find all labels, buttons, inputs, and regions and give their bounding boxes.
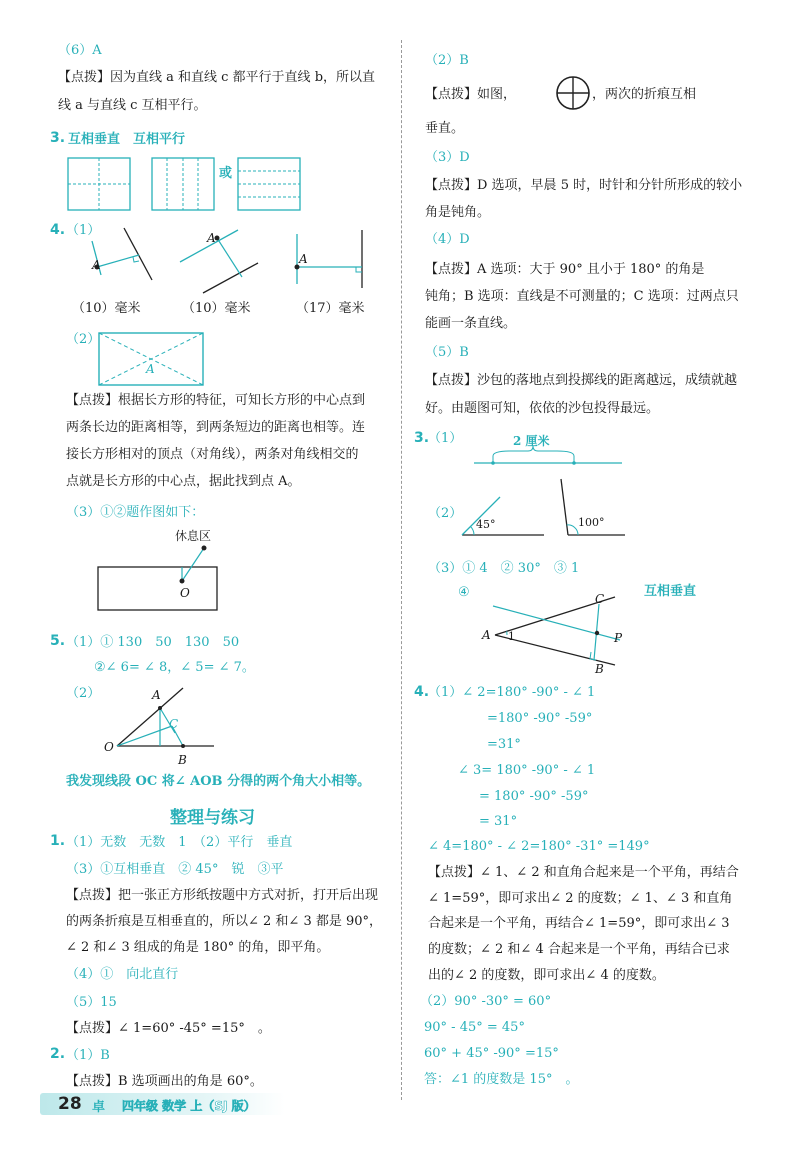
eq-line-7: ∠ 4=180° - ∠ 2=180° -31° =149° (428, 839, 650, 854)
tip-angles-line1: 【点拨】∠ 1、∠ 2 和直角合起来是一个平角，再结合 (428, 865, 739, 880)
right-question-number-3: 3. (414, 430, 430, 446)
final-line-1: （2）90° -30° = 60° (420, 994, 552, 1009)
final-line-2: 90° - 45° = 45° (424, 1020, 525, 1035)
page-number: 28 (58, 1094, 82, 1114)
tip-rectangle-line4: 点就是长方形的中心点，据此找到点 A。 (66, 474, 301, 489)
label-angle-1: 1 (508, 630, 515, 643)
right-question-number-4: 4. (414, 684, 430, 700)
tip-fold-line2: 的两条折痕是互相垂直的，所以∠ 2 和∠ 3 都是 90°， (66, 914, 383, 929)
answer-5-1b: ②∠ 6= ∠ 8，∠ 5= ∠ 7。 (94, 660, 255, 675)
practice-1-a: （1）无数 无数 1 （2）平行 垂直 (66, 835, 293, 850)
footer-text: 四年级 数学 上（SJ 版） (122, 1099, 256, 1113)
final-line-3: 60° + 45° -90° =15° (424, 1046, 559, 1061)
answer-r-3: （3）D (425, 150, 470, 165)
answer-r-4: （4）D (425, 232, 470, 247)
tip-angles-line3: 合起来是一个平角，再结合∠ 1=59°，即可求出∠ 3 (428, 916, 730, 931)
q4-part3-label: （3）①②题作图如下： (66, 505, 205, 520)
question-number-3: 3. (50, 130, 66, 146)
eq-line-2: =180° -90° -59° (487, 711, 593, 726)
brand-logo: 卓 (92, 1100, 106, 1115)
answer-5-1: （1）① 130 50 130 50 (66, 635, 240, 650)
practice-1-c: （4）① 向北直行 (66, 967, 179, 982)
label-point-c-right: C (595, 592, 605, 606)
tip-rectangle-line1: 【点拨】根据长方形的特征，可知长方形的中心点到 (66, 393, 366, 408)
q5-finding: 我发现线段 OC 将∠ AOB 分得的两个角大小相等。 (66, 774, 371, 789)
practice-2-a: （1）B (66, 1048, 110, 1063)
tip-options-line1: 【点拨】A 选项：大于 90° 且小于 180° 的角是 (425, 262, 705, 277)
tip-rectangle-line2: 两条长边的距离相等，到两条短边的距离也相等。连 (66, 420, 366, 435)
r3-part3-4-label: ④ (458, 585, 470, 600)
final-answer: 答：∠1 的度数是 15° 。 (424, 1072, 579, 1087)
practice-1-b: （3）①互相垂直 ② 45° 锐 ③平 (66, 862, 284, 877)
tip-options-line3: 能画一条直线。 (425, 316, 517, 331)
tip-clock-line1: 【点拨】D 选项，早晨 5 时，时针和分针所形成的较小 (425, 178, 743, 193)
tip-angles-line2: ∠ 1=59°，即可求出∠ 2 的度数；∠ 1、∠ 3 和直角 (428, 891, 733, 906)
label-point-a-fig3: A (299, 252, 308, 266)
answer-r-2: （2）B (425, 53, 469, 68)
tip-angles-line5: 出的∠ 2 的度数，即可求出∠ 4 的度数。 (428, 968, 665, 983)
tip-fold-circle-b: ，两次的折痕互相 (592, 87, 697, 102)
answer-3-text: 互相垂直 互相平行 (68, 132, 186, 147)
measure-1: （10）毫米 (72, 301, 141, 316)
tip-rectangle-line3: 接长方形相对的顶点（对角线），两条对角线相交的 (66, 447, 359, 462)
tip-angle-15: 【点拨】∠ 1=60° -45° =15° 。 (66, 1021, 271, 1036)
r3-part3-label: （3）① 4 ② 30° ③ 1 (428, 561, 580, 576)
tip-fold-circle-a: 【点拨】如图， (425, 87, 517, 102)
measure-3: （17）毫米 (296, 301, 365, 316)
tip-fold-line3: ∠ 2 和∠ 3 组成的角是 180° 的角，即平角。 (66, 940, 330, 955)
angle-100-label: 100° (578, 516, 605, 529)
practice-number-1: 1. (50, 833, 66, 849)
eq-line-6: = 31° (479, 814, 518, 829)
answer-r-5: （5）B (425, 345, 469, 360)
or-label: 或 (219, 166, 233, 181)
tip-options-line2: 钝角；B 选项：直线是不可测量的；C 选项：过两点只 (425, 289, 739, 304)
perpendicular-label: 互相垂直 (644, 584, 697, 599)
label-point-c-angle: C (169, 717, 179, 731)
practice-number-2: 2. (50, 1046, 66, 1062)
label-point-a-fig1: A (92, 258, 101, 272)
label-point-o-rest: O (180, 586, 190, 600)
tip-fold-line1: 【点拨】把一张正方形纸按题中方式对折，打开后出现 (66, 888, 379, 903)
label-point-b-right: B (595, 662, 604, 676)
tip-clock-line2: 角是钝角。 (425, 205, 491, 220)
two-cm-label: 2 厘米 (513, 434, 550, 448)
label-point-a-fig2: A (207, 231, 216, 245)
tip-fold-circle-c: 垂直。 (425, 121, 465, 136)
question-number-4: 4. (50, 222, 66, 238)
measure-2: （10）毫米 (182, 301, 251, 316)
eq-line-3: =31° (487, 737, 521, 752)
label-point-b-angle: B (178, 753, 187, 767)
tip-parallel-line2: 线 a 与直线 c 互相平行。 (58, 98, 207, 113)
q4-part2-label: （2） (66, 332, 101, 347)
eq-line-5: = 180° -90° -59° (479, 789, 589, 804)
answer-4-6: （6）A (58, 43, 102, 58)
tip-sandbag-line1: 【点拨】沙包的落地点到投掷线的距离越远，成绩就越 (425, 373, 738, 388)
label-point-a-right: A (482, 628, 491, 642)
label-point-o-angle: O (104, 740, 114, 754)
tip-angles-line4: 的度数；∠ 2 和∠ 4 合起来是一个平角，再结合已求 (428, 942, 730, 957)
eq-line-4: ∠ 3= 180° -90° - ∠ 1 (458, 763, 596, 778)
r3-part2-label: （2） (428, 506, 463, 521)
tip-sandbag-line2: 好。由题图可知，依依的沙包投得最远。 (425, 401, 660, 416)
tip-60-degree: 【点拨】B 选项画出的角是 60°。 (66, 1074, 263, 1089)
practice-1-d: （5）15 (66, 995, 117, 1010)
label-point-p: P (614, 631, 623, 645)
angle-45-label: 45° (476, 518, 496, 531)
question-number-5: 5. (50, 633, 66, 649)
label-point-a-angle: A (152, 688, 161, 702)
section-title: 整理与练习 (170, 808, 255, 828)
q5-part2-label: （2） (66, 686, 101, 701)
eq-line-1: （1）∠ 2=180° -90° - ∠ 1 (428, 685, 596, 700)
tip-parallel-line1: 【点拨】因为直线 a 和直线 c 都平行于直线 b，所以直 (58, 70, 376, 85)
rest-area-label: 休息区 (175, 529, 212, 543)
label-center-a: A (146, 362, 155, 376)
r3-part1-label: （1） (428, 431, 463, 446)
q4-part1-label: （1） (66, 223, 101, 238)
